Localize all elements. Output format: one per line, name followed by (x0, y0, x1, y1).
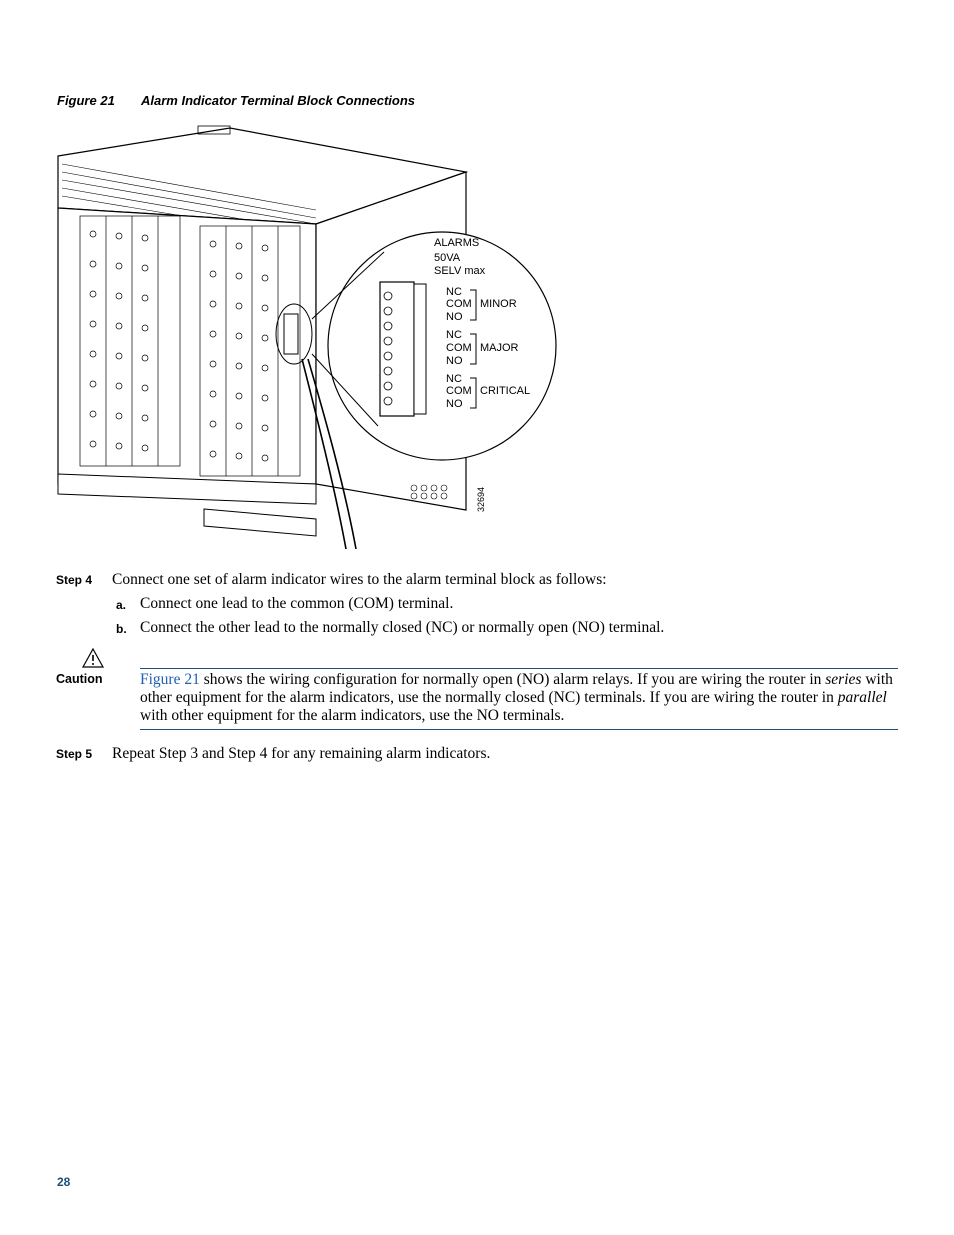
figure-title: Alarm Indicator Terminal Block Connections (141, 93, 416, 108)
router-chassis-drawing (54, 124, 531, 552)
major-no-label: NO (446, 355, 463, 367)
page-number: 28 (57, 1175, 71, 1189)
figure-illustration (54, 124, 531, 552)
figure-21-link[interactable]: Figure 21 (140, 671, 200, 688)
caution-top-rule (140, 668, 898, 669)
critical-com-label: COM (446, 385, 472, 397)
caution-icon (82, 648, 104, 668)
art-id-label: 32694 (476, 486, 486, 512)
substep-b-label: b. (116, 622, 127, 636)
minor-no-label: NO (446, 311, 463, 323)
major-label: MAJOR (480, 342, 519, 354)
caution-text: Figure 21 shows the wiring configuration for normally open (NO) alarm relays. If you are wiring the router in series with other equipment for the alarm indicators, use the normally closed (NC) terminals. If you are wiring the router in parallel with other equipment for the alarm indicators, use the NO terminals. (140, 671, 893, 724)
substep-a-label: a. (116, 598, 127, 612)
caution-label: Caution (56, 672, 103, 686)
selv-label: SELV max (434, 265, 486, 277)
alarms-label: ALARMS (434, 237, 480, 249)
minor-nc-label: NC (446, 286, 462, 298)
step-5-text: Repeat Step 3 and Step 4 for any remaining alarm indicators. (112, 745, 491, 762)
figure-number: Figure 21 (57, 93, 115, 108)
critical-label: CRITICAL (480, 385, 531, 397)
major-nc-label: NC (446, 329, 462, 341)
caution-bottom-rule (140, 729, 898, 730)
figure-caption (57, 93, 416, 108)
critical-no-label: NO (446, 398, 463, 410)
step-4-text: Connect one set of alarm indicator wires to the alarm terminal block as follows: (112, 571, 607, 588)
minor-com-label: COM (446, 298, 472, 310)
substep-b-text: Connect the other lead to the normally closed (NC) or normally open (NO) terminal. (140, 619, 665, 636)
step-4-label: Step 4 (56, 573, 93, 587)
minor-label: MINOR (480, 298, 517, 310)
substep-a-text: Connect one lead to the common (COM) terminal. (140, 595, 454, 612)
major-com-label: COM (446, 342, 472, 354)
critical-nc-label: NC (446, 373, 462, 385)
rating-label: 50VA (434, 252, 461, 264)
step-5-label: Step 5 (56, 747, 93, 761)
